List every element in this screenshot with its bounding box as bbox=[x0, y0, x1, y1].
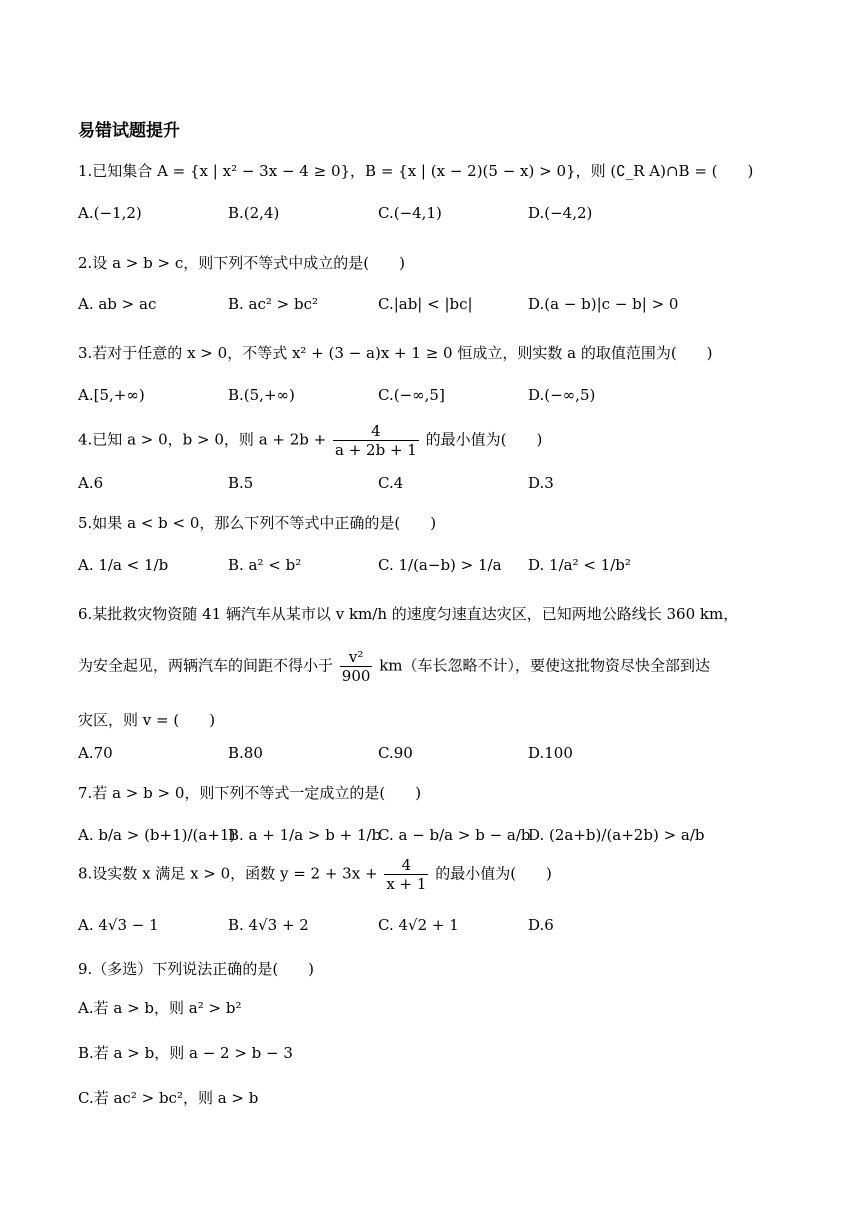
q4-option-a: A.6 bbox=[78, 474, 104, 492]
q7-option-b: B. a + 1/a > b + 1/b bbox=[228, 826, 382, 844]
q8-frac-denominator: x + 1 bbox=[386, 875, 427, 893]
q6-option-a: A.70 bbox=[78, 744, 113, 762]
question-3-options bbox=[78, 386, 778, 416]
q9-option-c: C.若 ac² > bc²，则 a > b bbox=[78, 1089, 259, 1107]
q5-option-a: A. 1/a < 1/b bbox=[78, 556, 169, 574]
q3-option-d: D.(−∞,5) bbox=[528, 386, 596, 404]
q9-option-b: B.若 a > b，则 a − 2 > b − 3 bbox=[78, 1044, 293, 1062]
question-1-stem: 1.已知集合 A = {x | x² − 3x − 4 ≥ 0}，B = {x | (x − 2)(5 − x) > 0}，则 (∁_R A)∩B = ( ) bbox=[78, 162, 754, 180]
question-5-stem: 5.如果 a < b < 0，那么下列不等式中正确的是( ) bbox=[78, 514, 437, 532]
q6-option-c: C.90 bbox=[378, 744, 413, 762]
question-6-line-1: 6.某批救灾物资随 41 辆汽车从某市以 v km/h 的速度匀速直达灾区，已知两地公路线长 360 km， bbox=[78, 605, 739, 623]
question-4-options bbox=[78, 474, 778, 504]
question-4-stem bbox=[78, 422, 542, 459]
q4-frac-numerator: 4 bbox=[333, 422, 419, 441]
q2-option-c: C.|ab| < |bc| bbox=[378, 295, 473, 313]
q5-option-d: D. 1/a² < 1/b² bbox=[528, 556, 631, 574]
q3-option-b: B.(5,+∞) bbox=[228, 386, 295, 404]
q9-option-a: A.若 a > b，则 a² > b² bbox=[78, 999, 242, 1017]
q8-frac-numerator: 4 bbox=[384, 856, 428, 875]
question-6-line-3: 灾区，则 v = ( ) bbox=[78, 711, 216, 729]
q7-option-c: C. a − b/a > b − a/b bbox=[378, 826, 531, 844]
q1-option-a: A.(−1,2) bbox=[78, 204, 142, 222]
q7-option-a: A. b/a > (b+1)/(a+1) bbox=[78, 826, 236, 844]
q6-line2-after: km（车长忽略不计），要使这批物资尽快全部到达 bbox=[379, 656, 711, 675]
page-title: 易错试题提升 bbox=[78, 121, 180, 141]
question-3-stem: 3.若对于任意的 x > 0，不等式 x² + (3 − a)x + 1 ≥ 0 恒成立，则实数 a 的取值范围为( ) bbox=[78, 344, 713, 362]
q8-option-d: D.6 bbox=[528, 916, 554, 934]
q6-frac-denominator: 900 bbox=[341, 667, 371, 685]
question-6-line-2 bbox=[78, 648, 710, 685]
question-9-stem: 9.（多选）下列说法正确的是( ) bbox=[78, 960, 315, 978]
q8-option-c: C. 4√2 + 1 bbox=[378, 916, 459, 934]
q5-option-b: B. a² < b² bbox=[228, 556, 302, 574]
question-6-options bbox=[78, 744, 778, 774]
question-2-options bbox=[78, 295, 778, 325]
question-7-stem: 7.若 a > b > 0，则下列不等式一定成立的是( ) bbox=[78, 784, 422, 802]
q3-option-a: A.[5,+∞) bbox=[78, 386, 145, 404]
q6-fraction bbox=[340, 648, 373, 685]
q2-option-d: D.(a − b)|c − b| > 0 bbox=[528, 295, 679, 313]
q8-option-b: B. 4√3 + 2 bbox=[228, 916, 309, 934]
question-8-stem bbox=[78, 856, 552, 893]
q8-stem-before: 8.设实数 x 满足 x > 0，函数 y = 2 + 3x + bbox=[78, 864, 378, 883]
q3-option-c: C.(−∞,5] bbox=[378, 386, 445, 404]
question-8-options bbox=[78, 916, 778, 946]
q7-option-d: D. (2a+b)/(a+2b) > a/b bbox=[528, 826, 705, 844]
q6-frac-numerator: v² bbox=[340, 648, 373, 667]
q4-option-c: C.4 bbox=[378, 474, 404, 492]
question-2-stem: 2.设 a > b > c，则下列不等式中成立的是( ) bbox=[78, 254, 405, 272]
q6-option-d: D.100 bbox=[528, 744, 573, 762]
q4-option-d: D.3 bbox=[528, 474, 554, 492]
q1-option-b: B.(2,4) bbox=[228, 204, 280, 222]
q2-option-a: A. ab > ac bbox=[78, 295, 157, 313]
q1-option-d: D.(−4,2) bbox=[528, 204, 593, 222]
q8-stem-after: 的最小值为( ) bbox=[435, 864, 552, 883]
q4-option-b: B.5 bbox=[228, 474, 254, 492]
q1-option-c: C.(−4,1) bbox=[378, 204, 442, 222]
q8-fraction bbox=[384, 856, 428, 893]
q4-stem-after: 的最小值为( ) bbox=[425, 430, 543, 449]
question-7-options bbox=[78, 826, 778, 856]
question-5-options bbox=[78, 556, 778, 586]
q6-option-b: B.80 bbox=[228, 744, 263, 762]
q6-line2-before: 为安全起见，两辆汽车的间距不得小于 bbox=[78, 656, 334, 675]
q4-fraction bbox=[333, 422, 419, 459]
q4-frac-denominator: a + 2b + 1 bbox=[335, 441, 417, 459]
q5-option-c: C. 1/(a−b) > 1/a bbox=[378, 556, 502, 574]
question-1-options bbox=[78, 204, 778, 234]
q8-option-a: A. 4√3 − 1 bbox=[78, 916, 159, 934]
q4-stem-before: 4.已知 a > 0，b > 0，则 a + 2b + bbox=[78, 430, 327, 449]
q2-option-b: B. ac² > bc² bbox=[228, 295, 319, 313]
